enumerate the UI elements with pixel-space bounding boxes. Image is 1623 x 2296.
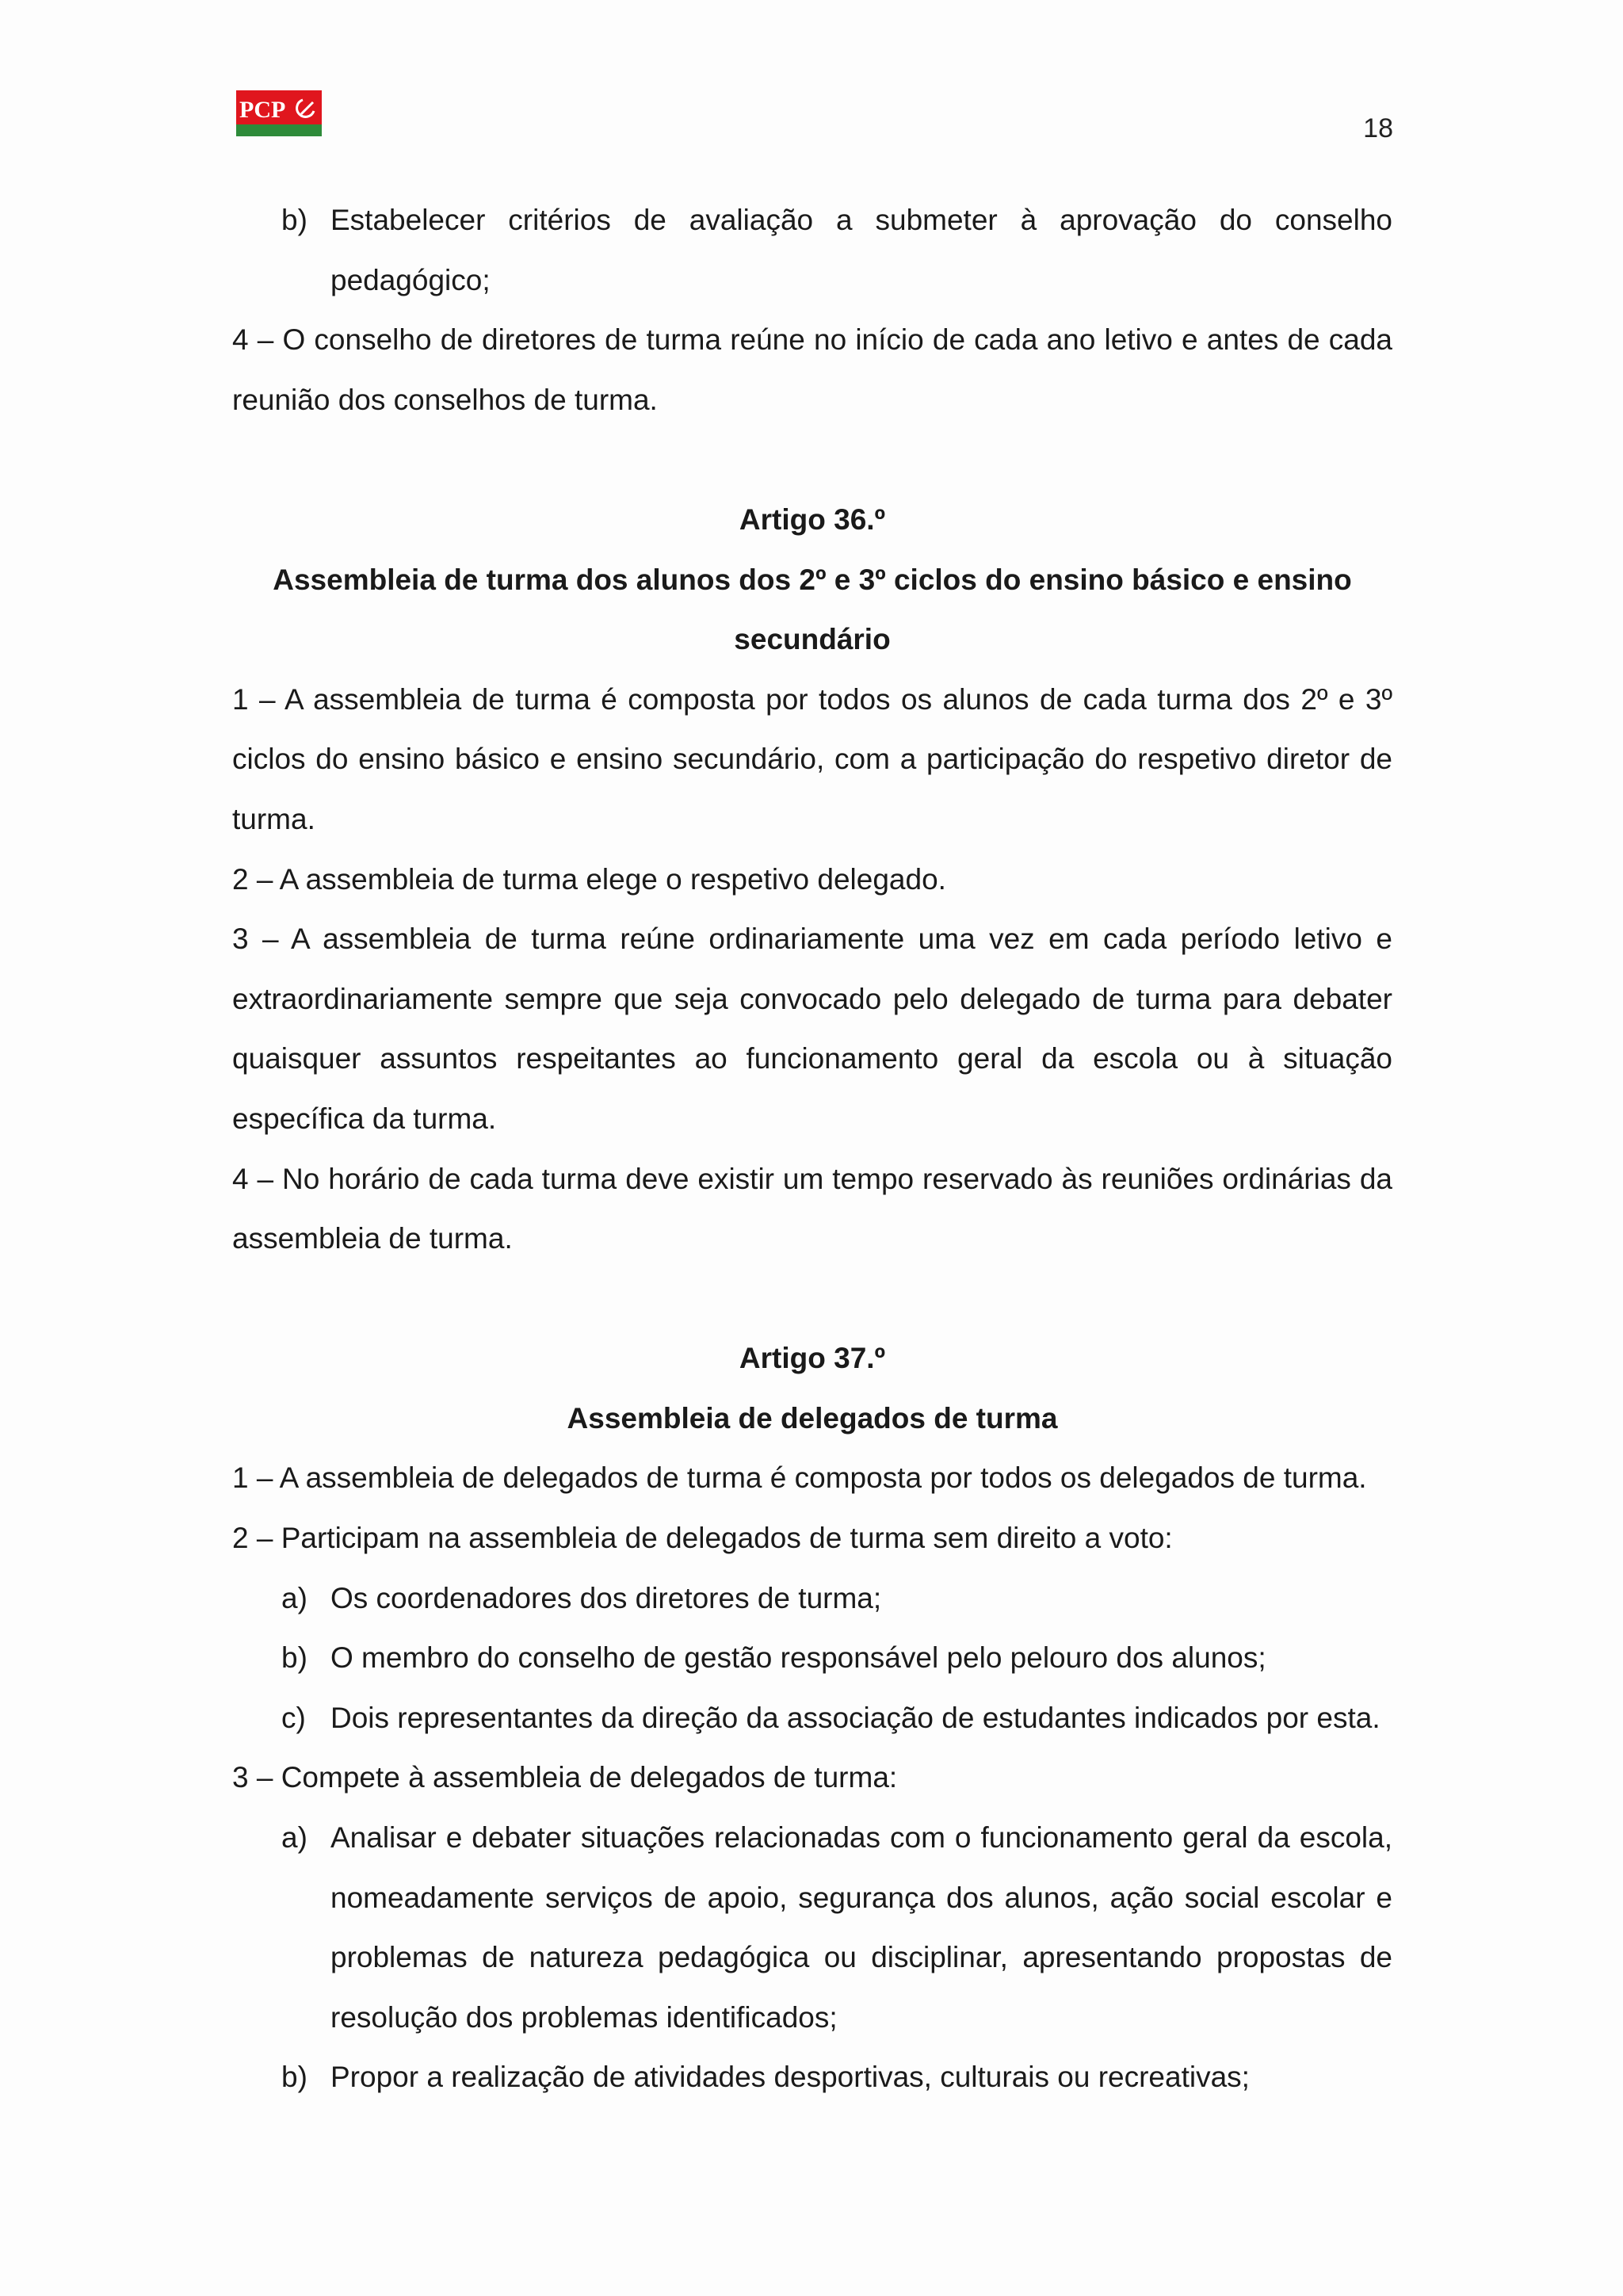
section-gap [232,1269,1392,1329]
list-item-letter: b) [281,204,307,236]
list-item-letter: c) [281,1701,306,1734]
document-body [232,190,1392,2107]
logo-text: PCP [239,97,286,123]
article-title: Assembleia de turma dos alunos dos 2º e 3º ciclos do ensino básico e ensino secundário [273,563,1352,656]
list-item [232,1628,1392,1688]
article-number: Artigo 36.º [739,502,886,536]
list-item-letter: b) [281,2061,307,2094]
section-gap [232,430,1392,490]
paragraph: 2 – Participam na assembleia de delegados de turma sem direito a voto: [232,1522,1173,1555]
list-item [232,1688,1392,1748]
pcp-logo [236,90,322,136]
article-title: Assembleia de delegados de turma [567,1401,1058,1435]
paragraph: 3 – Compete à assembleia de delegados de turma: [232,1761,898,1794]
article-number: Artigo 37.º [739,1342,886,1375]
list-item [232,2047,1392,2107]
paragraph: 3 – A assembleia de turma reúne ordinariamente uma vez em cada período letivo e extraordinariamente sempre que seja convocado pelo delegado de turma para debater quaisquer assuntos respeitantes ao funcionamento geral da escola ou à situação específica da turma. [232,923,1392,1135]
paragraph: 1 – A assembleia de turma é composta por todos os alunos de cada turma dos 2º e 3º ciclos do ensino básico e ensino secundário, com a participação do respetivo diretor de turma. [232,682,1392,835]
list-item-letter: a) [281,1821,307,1855]
list-item-text: Propor a realização de atividades desportivas, culturais ou recreativas; [330,2061,1250,2094]
list-item-letter: b) [281,1641,307,1675]
list-item-text: Analisar e debater situações relacionadas com o funcionamento geral da escola, nomeadamente serviços de apoio, segurança dos alunos, ação social escolar e problemas de natureza pedagógica ou disciplinar, apresentando propostas de resolução dos problemas identificados; [330,1821,1392,2034]
list-item [232,1808,1392,2047]
list-item-text: Estabelecer critérios de avaliação a submeter à aprovação do conselho pedagógico; [330,204,1392,296]
list-item [232,190,1392,310]
page-number: 18 [1363,113,1393,143]
logo-green-band [236,124,322,136]
paragraph: 2 – A assembleia de turma elege o respetivo delegado. [232,862,946,896]
list-item-letter: a) [281,1581,307,1614]
paragraph: 4 – O conselho de diretores de turma reúne no início de cada ano letivo e antes de cada reunião dos conselhos de turma. [232,323,1392,416]
list-item-text: Dois representantes da direção da associação de estudantes indicados por esta. [330,1701,1381,1734]
list-item-text: O membro do conselho de gestão responsável pelo pelouro dos alunos; [330,1641,1266,1675]
list-item-text: Os coordenadores dos diretores de turma; [330,1581,882,1614]
paragraph: 1 – A assembleia de delegados de turma é composta por todos os delegados de turma. [232,1461,1367,1495]
list-item [232,1568,1392,1629]
paragraph: 4 – No horário de cada turma deve existir um tempo reservado às reuniões ordinárias da assembleia de turma. [232,1162,1392,1255]
